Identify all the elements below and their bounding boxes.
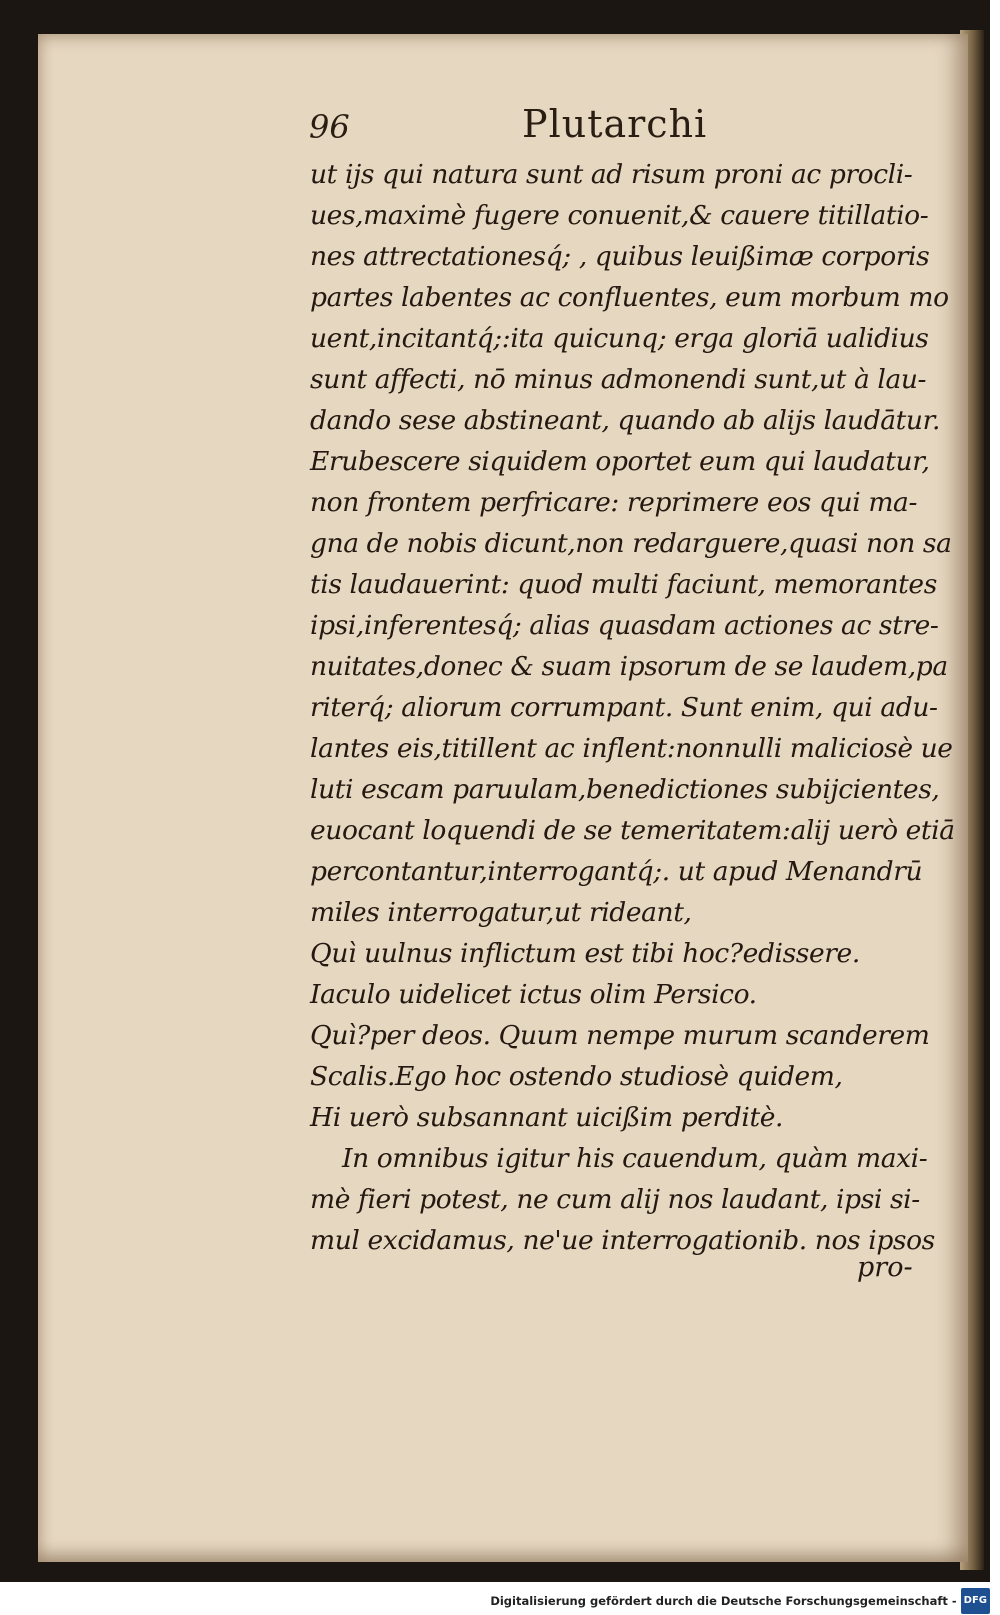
text-line: ues,maximè fugere conuenit,& cauere titillatio- bbox=[310, 200, 929, 231]
verse-line: Quì uulnus inflictum est tibi hoc?edissere. bbox=[310, 938, 860, 969]
text-line: luti escam paruulam,benedictiones subijcientes, bbox=[310, 774, 940, 805]
text-line: ut ijs qui natura sunt ad risum proni ac procli- bbox=[310, 159, 913, 190]
page-number: 96 bbox=[309, 108, 350, 146]
credit-text: Digitalisierung gefördert durch die Deutsche Forschungsgemeinschaft - bbox=[490, 1594, 957, 1608]
catchword: pro- bbox=[857, 1252, 913, 1283]
text-line: sunt affecti, nō minus admonendi sunt,ut à lau- bbox=[310, 364, 927, 395]
text-line: lantes eis,titillent ac inflent:nonnulli maliciosè ue bbox=[310, 733, 953, 764]
paragraph-start-line: In omnibus igitur his cauendum, quàm maxi- bbox=[342, 1143, 928, 1174]
text-line: partes labentes ac confluentes, eum morbum mo bbox=[310, 282, 949, 313]
text-line: nes attrectationesq́; , quibus leuißimæ corporis bbox=[310, 241, 930, 272]
text-line: riterq́; aliorum corrumpant. Sunt enim, qui adu- bbox=[310, 692, 938, 723]
dfg-logo: DFG bbox=[961, 1588, 990, 1614]
text-line: dando sese abstineant, quando ab alijs laudātur. bbox=[310, 405, 940, 436]
verse-line: Scalis.Ego hoc ostendo studiosè quidem, bbox=[310, 1061, 843, 1092]
text-line: tis laudauerint: quod multi faciunt, memorantes bbox=[310, 569, 937, 600]
text-line: non frontem perfricare: reprimere eos qui ma- bbox=[310, 487, 918, 518]
verse-line: Quì?per deos. Quum nempe murum scanderem bbox=[310, 1020, 930, 1051]
text-line: mul excidamus, ne'ue interrogationib. nos ipsos bbox=[310, 1225, 935, 1256]
text-line: mè fieri potest, ne cum alij nos laudant, ipsi si- bbox=[310, 1184, 920, 1215]
text-line: Erubescere siquidem oportet eum qui laudatur, bbox=[310, 446, 930, 477]
text-line: miles interrogatur,ut rideant, bbox=[310, 897, 692, 928]
verse-line: Hi uerò subsannant uicißim perditè. bbox=[310, 1102, 784, 1133]
text-line: gna de nobis dicunt,non redarguere,quasi non sa bbox=[310, 528, 952, 559]
verse-line: Iaculo uidelicet ictus olim Persico. bbox=[310, 979, 757, 1010]
text-line: percontantur,interrogantq́;. ut apud Menandrū bbox=[310, 856, 923, 887]
digitization-credit bbox=[490, 1589, 990, 1613]
text-line: ipsi,inferentesq́; alias quasdam actiones ac stre- bbox=[310, 610, 939, 641]
text-line: nuitates,donec & suam ipsorum de se laudem,pa bbox=[310, 651, 948, 682]
text-block bbox=[310, 154, 955, 1261]
running-head: Plutarchi bbox=[522, 102, 708, 146]
text-line: euocant loquendi de se temeritatem:alij uerò etiā bbox=[310, 815, 955, 846]
text-line: uent,incitantq́;:ita quicunq; erga gloriā ualidius bbox=[310, 323, 929, 354]
